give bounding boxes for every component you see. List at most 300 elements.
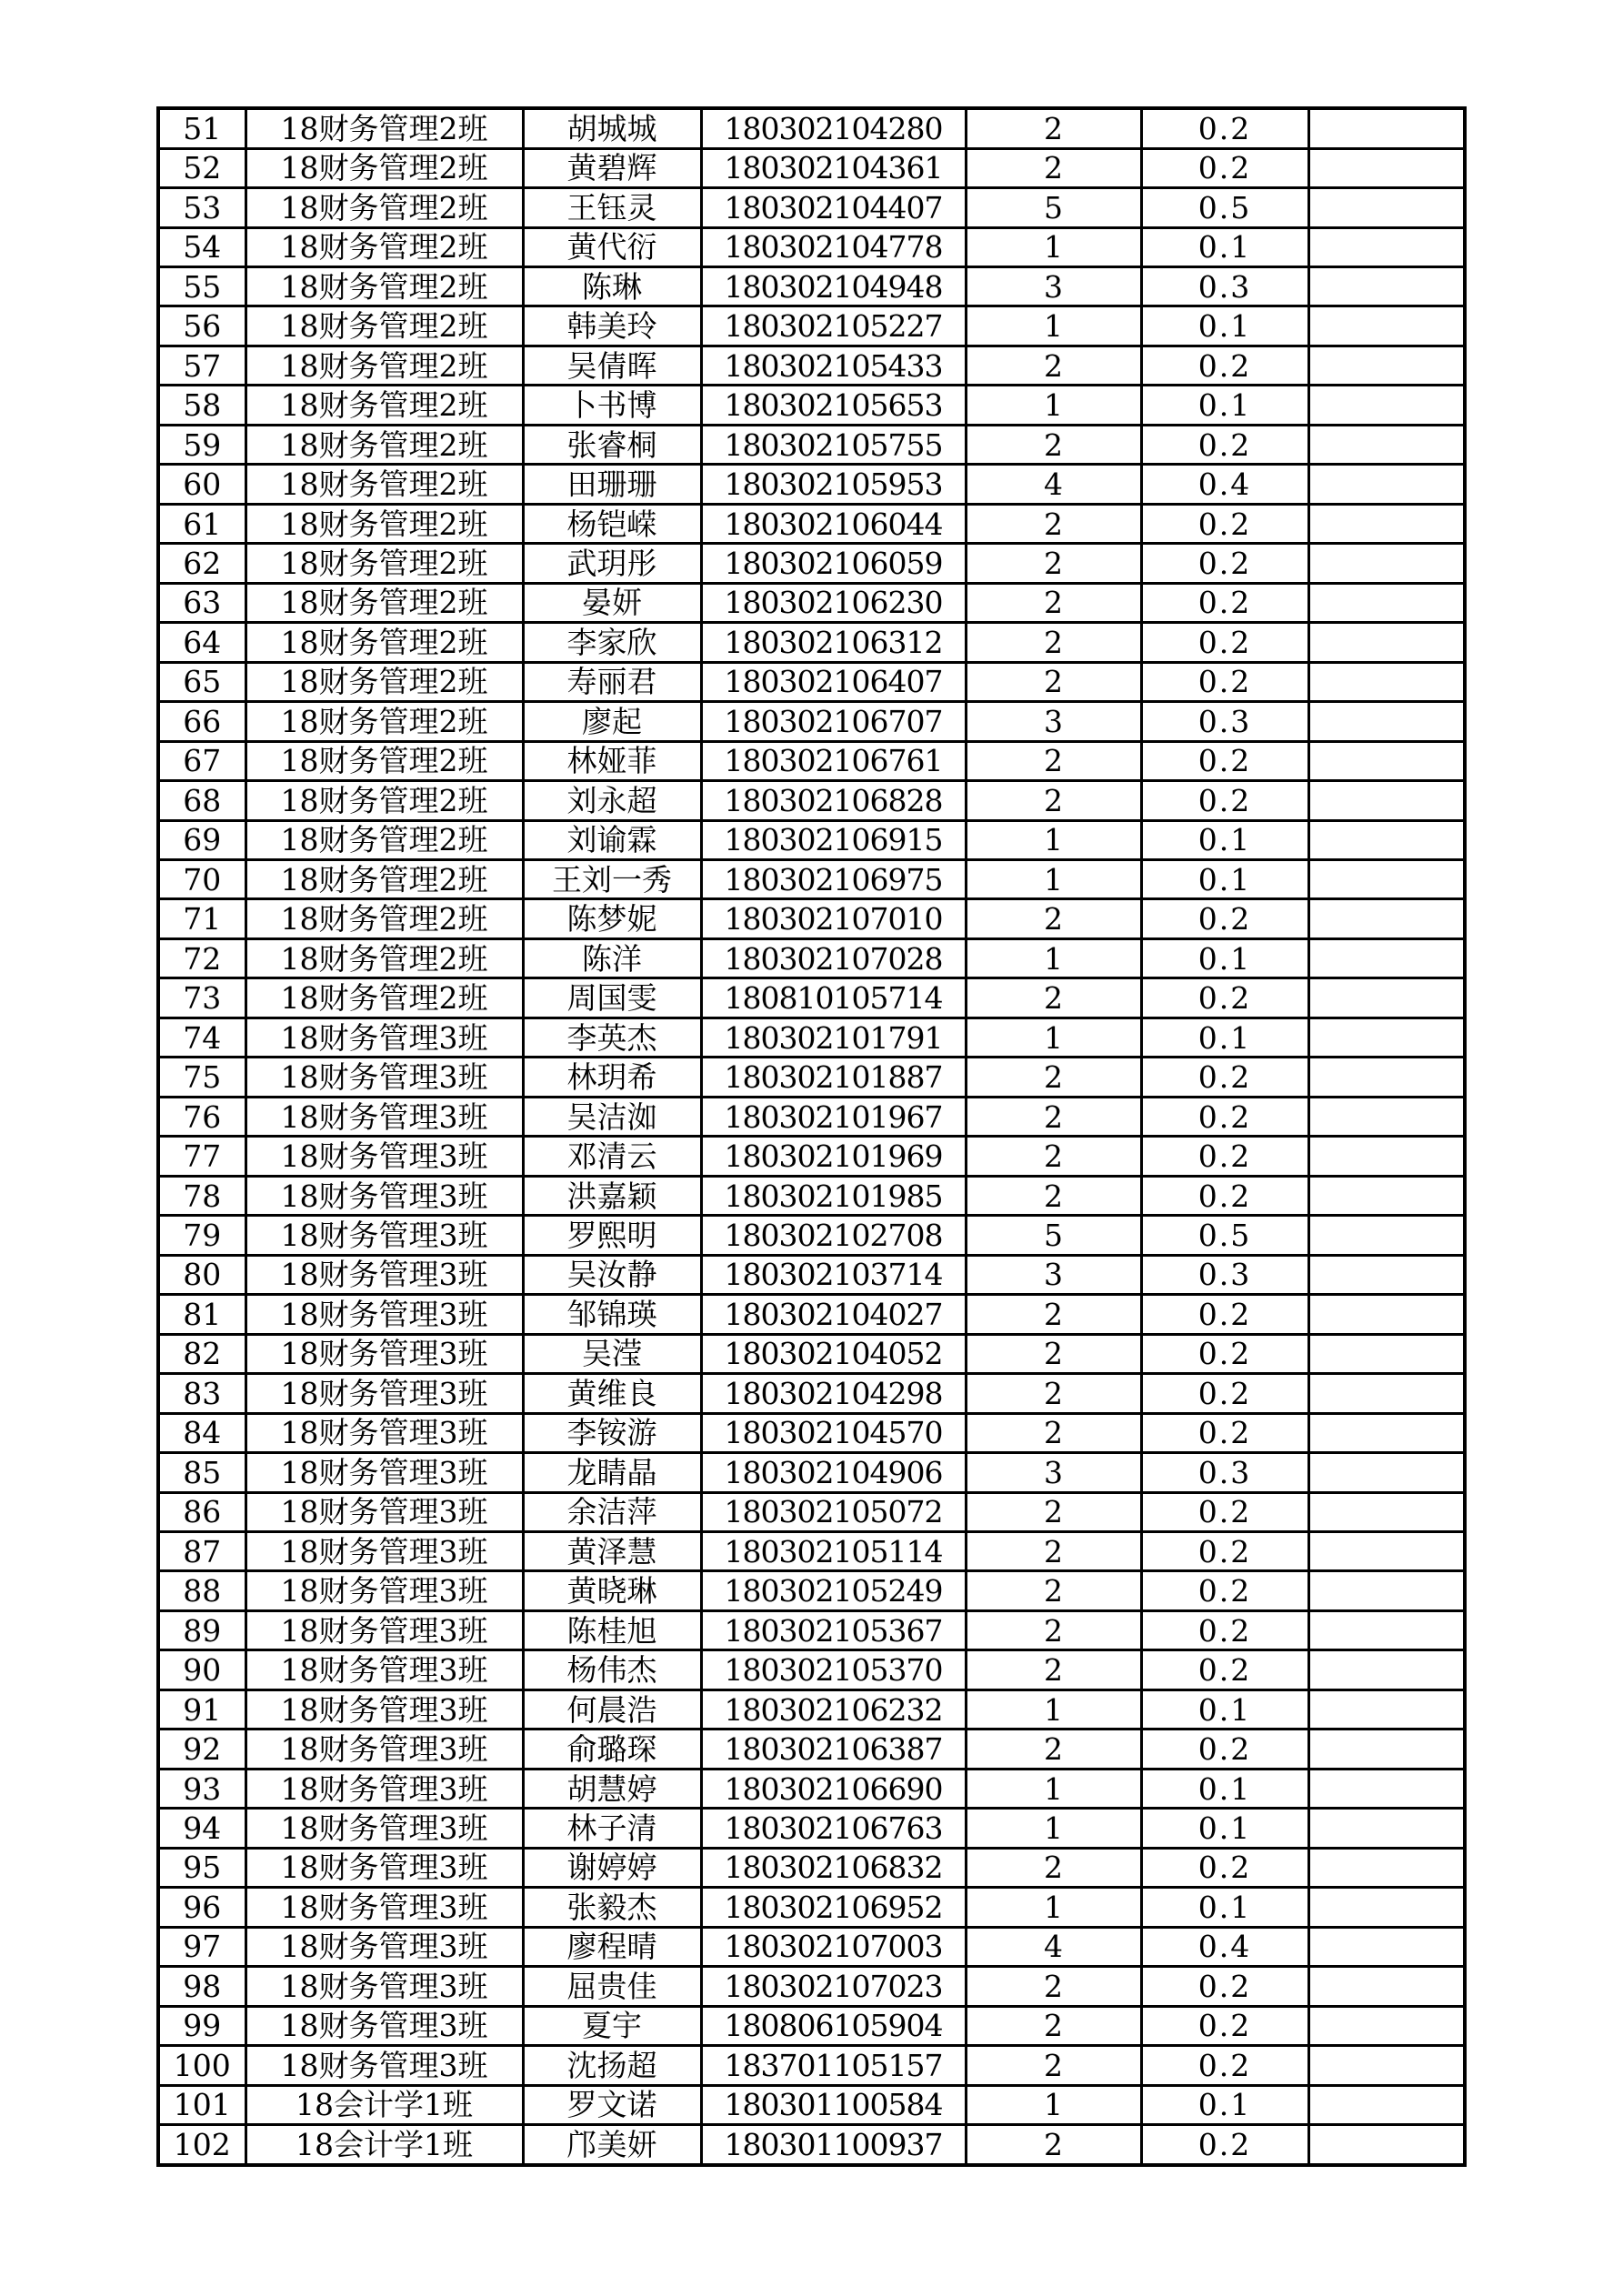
student-id-cell: 180302105953 bbox=[701, 465, 966, 504]
class-cell: 18财务管理3班 bbox=[245, 1571, 523, 1610]
student-name-cell: 李铵游 bbox=[523, 1413, 701, 1452]
row-number-cell: 78 bbox=[158, 1176, 245, 1215]
class-cell: 18财务管理2班 bbox=[245, 386, 523, 425]
row-number-cell: 102 bbox=[158, 2125, 245, 2165]
student-name-cell: 武玥彤 bbox=[523, 544, 701, 583]
remark-cell bbox=[1308, 1018, 1465, 1057]
count-cell: 2 bbox=[966, 1176, 1141, 1215]
student-id-cell: 180302106690 bbox=[701, 1769, 966, 1808]
remark-cell bbox=[1308, 820, 1465, 859]
student-name-cell: 屈贵佳 bbox=[523, 1967, 701, 2006]
class-cell: 18财务管理3班 bbox=[245, 1927, 523, 1966]
count-cell: 2 bbox=[966, 1413, 1141, 1452]
row-number-cell: 92 bbox=[158, 1730, 245, 1769]
student-id-cell: 180302104361 bbox=[701, 148, 966, 187]
row-number-cell: 66 bbox=[158, 702, 245, 741]
remark-cell bbox=[1308, 266, 1465, 306]
table-row bbox=[158, 860, 1465, 899]
remark-cell bbox=[1308, 227, 1465, 266]
class-cell: 18财务管理3班 bbox=[245, 1137, 523, 1176]
score-cell: 0.2 bbox=[1141, 425, 1308, 464]
table-row bbox=[158, 781, 1465, 820]
score-cell: 0.1 bbox=[1141, 820, 1308, 859]
student-name-cell: 洪嘉颖 bbox=[523, 1176, 701, 1215]
student-id-cell: 180302107023 bbox=[701, 1967, 966, 2006]
table-row bbox=[158, 2046, 1465, 2085]
student-id-cell: 180302106761 bbox=[701, 741, 966, 780]
count-cell: 1 bbox=[966, 1769, 1141, 1808]
student-name-cell: 吴滢 bbox=[523, 1334, 701, 1373]
count-cell: 1 bbox=[966, 1809, 1141, 1848]
row-number-cell: 98 bbox=[158, 1967, 245, 2006]
student-name-cell: 龙睛晶 bbox=[523, 1453, 701, 1492]
remark-cell bbox=[1308, 1927, 1465, 1966]
student-id-cell: 180302107028 bbox=[701, 938, 966, 978]
count-cell: 2 bbox=[966, 504, 1141, 543]
table-row bbox=[158, 1176, 1465, 1215]
student-id-cell: 180302105367 bbox=[701, 1610, 966, 1649]
class-cell: 18财务管理3班 bbox=[245, 1097, 523, 1136]
count-cell: 1 bbox=[966, 860, 1141, 899]
student-id-cell: 180302107010 bbox=[701, 899, 966, 938]
student-id-cell: 180302106407 bbox=[701, 662, 966, 701]
row-number-cell: 84 bbox=[158, 1413, 245, 1452]
remark-cell bbox=[1308, 108, 1465, 148]
count-cell: 4 bbox=[966, 1927, 1141, 1966]
score-cell: 0.2 bbox=[1141, 1571, 1308, 1610]
class-cell: 18财务管理3班 bbox=[245, 1058, 523, 1097]
student-id-cell: 180302106044 bbox=[701, 504, 966, 543]
student-name-cell: 胡慧婷 bbox=[523, 1769, 701, 1808]
count-cell: 5 bbox=[966, 1216, 1141, 1255]
class-cell: 18财务管理3班 bbox=[245, 1809, 523, 1848]
student-id-cell: 180810105714 bbox=[701, 978, 966, 1018]
score-cell: 0.5 bbox=[1141, 1216, 1308, 1255]
class-cell: 18财务管理2班 bbox=[245, 188, 523, 227]
row-number-cell: 99 bbox=[158, 2006, 245, 2045]
count-cell: 2 bbox=[966, 544, 1141, 583]
table-row bbox=[158, 1137, 1465, 1176]
class-cell: 18财务管理3班 bbox=[245, 2046, 523, 2085]
class-cell: 18财务管理2班 bbox=[245, 702, 523, 741]
score-cell: 0.2 bbox=[1141, 1848, 1308, 1887]
row-number-cell: 76 bbox=[158, 1097, 245, 1136]
student-id-cell: 180302105433 bbox=[701, 346, 966, 385]
count-cell: 2 bbox=[966, 1097, 1141, 1136]
student-id-cell: 180302106763 bbox=[701, 1809, 966, 1848]
student-id-cell: 180302104906 bbox=[701, 1453, 966, 1492]
count-cell: 3 bbox=[966, 1255, 1141, 1294]
class-cell: 18财务管理2班 bbox=[245, 544, 523, 583]
table-row bbox=[158, 702, 1465, 741]
row-number-cell: 75 bbox=[158, 1058, 245, 1097]
score-cell: 0.1 bbox=[1141, 1689, 1308, 1729]
score-cell: 0.1 bbox=[1141, 1809, 1308, 1848]
score-cell: 0.1 bbox=[1141, 1018, 1308, 1057]
student-name-cell: 廖起 bbox=[523, 702, 701, 741]
count-cell: 1 bbox=[966, 938, 1141, 978]
student-name-cell: 廖程晴 bbox=[523, 1927, 701, 1966]
student-name-cell: 沈扬超 bbox=[523, 2046, 701, 2085]
student-name-cell: 邹锦瑛 bbox=[523, 1295, 701, 1334]
remark-cell bbox=[1308, 978, 1465, 1018]
row-number-cell: 54 bbox=[158, 227, 245, 266]
score-cell: 0.2 bbox=[1141, 781, 1308, 820]
count-cell: 2 bbox=[966, 1571, 1141, 1610]
score-cell: 0.2 bbox=[1141, 544, 1308, 583]
remark-cell bbox=[1308, 1334, 1465, 1373]
count-cell: 2 bbox=[966, 1967, 1141, 2006]
student-id-cell: 180302101967 bbox=[701, 1097, 966, 1136]
table-row bbox=[158, 1255, 1465, 1294]
student-id-cell: 180302106952 bbox=[701, 1888, 966, 1927]
table-row bbox=[158, 1927, 1465, 1966]
count-cell: 2 bbox=[966, 1848, 1141, 1887]
row-number-cell: 58 bbox=[158, 386, 245, 425]
score-cell: 0.2 bbox=[1141, 1137, 1308, 1176]
class-cell: 18财务管理3班 bbox=[245, 2006, 523, 2045]
student-name-cell: 胡城城 bbox=[523, 108, 701, 148]
class-cell: 18财务管理2班 bbox=[245, 978, 523, 1018]
student-name-cell: 陈洋 bbox=[523, 938, 701, 978]
row-number-cell: 57 bbox=[158, 346, 245, 385]
remark-cell bbox=[1308, 1650, 1465, 1689]
student-name-cell: 俞璐琛 bbox=[523, 1730, 701, 1769]
table-row bbox=[158, 1216, 1465, 1255]
remark-cell bbox=[1308, 2125, 1465, 2165]
row-number-cell: 60 bbox=[158, 465, 245, 504]
row-number-cell: 87 bbox=[158, 1531, 245, 1570]
remark-cell bbox=[1308, 1255, 1465, 1294]
row-number-cell: 61 bbox=[158, 504, 245, 543]
class-cell: 18财务管理3班 bbox=[245, 1216, 523, 1255]
student-name-cell: 林娅菲 bbox=[523, 741, 701, 780]
remark-cell bbox=[1308, 1374, 1465, 1413]
student-id-cell: 180302104407 bbox=[701, 188, 966, 227]
table-body bbox=[158, 108, 1465, 2165]
score-cell: 0.2 bbox=[1141, 1730, 1308, 1769]
count-cell: 2 bbox=[966, 2006, 1141, 2045]
row-number-cell: 95 bbox=[158, 1848, 245, 1887]
remark-cell bbox=[1308, 1730, 1465, 1769]
class-cell: 18财务管理3班 bbox=[245, 1650, 523, 1689]
score-cell: 0.3 bbox=[1141, 1453, 1308, 1492]
remark-cell bbox=[1308, 465, 1465, 504]
class-cell: 18会计学1班 bbox=[245, 2085, 523, 2124]
score-cell: 0.2 bbox=[1141, 741, 1308, 780]
student-id-cell: 180302106832 bbox=[701, 1848, 966, 1887]
table-row bbox=[158, 820, 1465, 859]
row-number-cell: 79 bbox=[158, 1216, 245, 1255]
score-cell: 0.5 bbox=[1141, 188, 1308, 227]
remark-cell bbox=[1308, 2085, 1465, 2124]
student-name-cell: 陈桂旭 bbox=[523, 1610, 701, 1649]
score-cell: 0.2 bbox=[1141, 504, 1308, 543]
student-id-cell: 180302104298 bbox=[701, 1374, 966, 1413]
remark-cell bbox=[1308, 1176, 1465, 1215]
class-cell: 18财务管理2班 bbox=[245, 899, 523, 938]
remark-cell bbox=[1308, 1413, 1465, 1452]
count-cell: 2 bbox=[966, 1610, 1141, 1649]
table-row bbox=[158, 1967, 1465, 2006]
student-name-cell: 谢婷婷 bbox=[523, 1848, 701, 1887]
class-cell: 18财务管理3班 bbox=[245, 1848, 523, 1887]
table-row bbox=[158, 1453, 1465, 1492]
table-row bbox=[158, 978, 1465, 1018]
student-id-cell: 180302101969 bbox=[701, 1137, 966, 1176]
row-number-cell: 72 bbox=[158, 938, 245, 978]
remark-cell bbox=[1308, 623, 1465, 662]
row-number-cell: 73 bbox=[158, 978, 245, 1018]
table-row bbox=[158, 1018, 1465, 1057]
score-cell: 0.2 bbox=[1141, 583, 1308, 622]
row-number-cell: 88 bbox=[158, 1571, 245, 1610]
count-cell: 2 bbox=[966, 425, 1141, 464]
score-cell: 0.3 bbox=[1141, 266, 1308, 306]
student-id-cell: 180302106828 bbox=[701, 781, 966, 820]
remark-cell bbox=[1308, 544, 1465, 583]
class-cell: 18财务管理2班 bbox=[245, 465, 523, 504]
score-cell: 0.4 bbox=[1141, 1927, 1308, 1966]
student-name-cell: 张毅杰 bbox=[523, 1888, 701, 1927]
table-row bbox=[158, 1888, 1465, 1927]
class-cell: 18财务管理2班 bbox=[245, 108, 523, 148]
student-name-cell: 何晨浩 bbox=[523, 1689, 701, 1729]
score-cell: 0.4 bbox=[1141, 465, 1308, 504]
row-number-cell: 85 bbox=[158, 1453, 245, 1492]
count-cell: 2 bbox=[966, 1058, 1141, 1097]
table-row bbox=[158, 266, 1465, 306]
table-row bbox=[158, 1848, 1465, 1887]
remark-cell bbox=[1308, 1967, 1465, 2006]
remark-cell bbox=[1308, 148, 1465, 187]
count-cell: 3 bbox=[966, 702, 1141, 741]
score-cell: 0.2 bbox=[1141, 1650, 1308, 1689]
class-cell: 18财务管理2班 bbox=[245, 820, 523, 859]
remark-cell bbox=[1308, 1295, 1465, 1334]
count-cell: 2 bbox=[966, 741, 1141, 780]
class-cell: 18财务管理3班 bbox=[245, 1967, 523, 2006]
class-cell: 18财务管理2班 bbox=[245, 306, 523, 346]
count-cell: 2 bbox=[966, 108, 1141, 148]
class-cell: 18财务管理3班 bbox=[245, 1689, 523, 1729]
row-number-cell: 86 bbox=[158, 1492, 245, 1531]
class-cell: 18财务管理2班 bbox=[245, 346, 523, 385]
row-number-cell: 101 bbox=[158, 2085, 245, 2124]
row-number-cell: 69 bbox=[158, 820, 245, 859]
table-row bbox=[158, 1334, 1465, 1373]
student-id-cell: 180302106975 bbox=[701, 860, 966, 899]
table-row bbox=[158, 2125, 1465, 2165]
student-id-cell: 180302105114 bbox=[701, 1531, 966, 1570]
student-name-cell: 余洁萍 bbox=[523, 1492, 701, 1531]
count-cell: 2 bbox=[966, 2046, 1141, 2085]
table-row bbox=[158, 1650, 1465, 1689]
student-id-cell: 180301100937 bbox=[701, 2125, 966, 2165]
count-cell: 3 bbox=[966, 266, 1141, 306]
remark-cell bbox=[1308, 425, 1465, 464]
row-number-cell: 70 bbox=[158, 860, 245, 899]
class-cell: 18会计学1班 bbox=[245, 2125, 523, 2165]
student-id-cell: 180302106707 bbox=[701, 702, 966, 741]
student-id-cell: 180302101985 bbox=[701, 1176, 966, 1215]
class-cell: 18财务管理2班 bbox=[245, 938, 523, 978]
remark-cell bbox=[1308, 1137, 1465, 1176]
class-cell: 18财务管理3班 bbox=[245, 1176, 523, 1215]
row-number-cell: 71 bbox=[158, 899, 245, 938]
table-row bbox=[158, 1295, 1465, 1334]
student-name-cell: 黄维良 bbox=[523, 1374, 701, 1413]
class-cell: 18财务管理3班 bbox=[245, 1492, 523, 1531]
count-cell: 4 bbox=[966, 465, 1141, 504]
student-name-cell: 李英杰 bbox=[523, 1018, 701, 1057]
student-name-cell: 陈琳 bbox=[523, 266, 701, 306]
count-cell: 1 bbox=[966, 1888, 1141, 1927]
count-cell: 3 bbox=[966, 1453, 1141, 1492]
row-number-cell: 62 bbox=[158, 544, 245, 583]
row-number-cell: 68 bbox=[158, 781, 245, 820]
student-id-cell: 180302101887 bbox=[701, 1058, 966, 1097]
table-row bbox=[158, 1531, 1465, 1570]
class-cell: 18财务管理2班 bbox=[245, 860, 523, 899]
table-row bbox=[158, 148, 1465, 187]
score-cell: 0.1 bbox=[1141, 1888, 1308, 1927]
class-cell: 18财务管理2班 bbox=[245, 741, 523, 780]
remark-cell bbox=[1308, 2046, 1465, 2085]
table-row bbox=[158, 938, 1465, 978]
count-cell: 2 bbox=[966, 899, 1141, 938]
remark-cell bbox=[1308, 188, 1465, 227]
student-name-cell: 田珊珊 bbox=[523, 465, 701, 504]
class-cell: 18财务管理3班 bbox=[245, 1018, 523, 1057]
count-cell: 2 bbox=[966, 1295, 1141, 1334]
student-name-cell: 黄泽慧 bbox=[523, 1531, 701, 1570]
remark-cell bbox=[1308, 662, 1465, 701]
class-cell: 18财务管理2班 bbox=[245, 623, 523, 662]
table-row bbox=[158, 108, 1465, 148]
student-id-cell: 180302106232 bbox=[701, 1689, 966, 1729]
count-cell: 2 bbox=[966, 346, 1141, 385]
student-id-cell: 183701105157 bbox=[701, 2046, 966, 2085]
table-row bbox=[158, 1374, 1465, 1413]
student-id-cell: 180302104052 bbox=[701, 1334, 966, 1373]
row-number-cell: 81 bbox=[158, 1295, 245, 1334]
table-row bbox=[158, 386, 1465, 425]
count-cell: 2 bbox=[966, 1137, 1141, 1176]
student-id-cell: 180302105227 bbox=[701, 306, 966, 346]
student-id-cell: 180302105370 bbox=[701, 1650, 966, 1689]
score-cell: 0.2 bbox=[1141, 346, 1308, 385]
count-cell: 1 bbox=[966, 1018, 1141, 1057]
row-number-cell: 97 bbox=[158, 1927, 245, 1966]
class-cell: 18财务管理2班 bbox=[245, 781, 523, 820]
row-number-cell: 89 bbox=[158, 1610, 245, 1649]
student-name-cell: 夏宇 bbox=[523, 2006, 701, 2045]
student-id-cell: 180301100584 bbox=[701, 2085, 966, 2124]
row-number-cell: 51 bbox=[158, 108, 245, 148]
student-name-cell: 林子清 bbox=[523, 1809, 701, 1848]
count-cell: 2 bbox=[966, 1492, 1141, 1531]
remark-cell bbox=[1308, 1097, 1465, 1136]
table-row bbox=[158, 504, 1465, 543]
student-name-cell: 李家欣 bbox=[523, 623, 701, 662]
row-number-cell: 94 bbox=[158, 1809, 245, 1848]
table-row bbox=[158, 1058, 1465, 1097]
row-number-cell: 67 bbox=[158, 741, 245, 780]
student-name-cell: 韩美玲 bbox=[523, 306, 701, 346]
table-row bbox=[158, 2085, 1465, 2124]
row-number-cell: 63 bbox=[158, 583, 245, 622]
row-number-cell: 56 bbox=[158, 306, 245, 346]
student-id-cell: 180302105755 bbox=[701, 425, 966, 464]
student-id-cell: 180302105653 bbox=[701, 386, 966, 425]
class-cell: 18财务管理2班 bbox=[245, 662, 523, 701]
class-cell: 18财务管理3班 bbox=[245, 1374, 523, 1413]
student-name-cell: 王刘一秀 bbox=[523, 860, 701, 899]
class-cell: 18财务管理3班 bbox=[245, 1610, 523, 1649]
student-name-cell: 邝美妍 bbox=[523, 2125, 701, 2165]
table-row bbox=[158, 306, 1465, 346]
student-id-cell: 180302106059 bbox=[701, 544, 966, 583]
remark-cell bbox=[1308, 1216, 1465, 1255]
count-cell: 1 bbox=[966, 1689, 1141, 1729]
table-row bbox=[158, 188, 1465, 227]
table-row bbox=[158, 899, 1465, 938]
student-name-cell: 黄晓琳 bbox=[523, 1571, 701, 1610]
class-cell: 18财务管理3班 bbox=[245, 1334, 523, 1373]
table-row bbox=[158, 1571, 1465, 1610]
student-id-cell: 180302104778 bbox=[701, 227, 966, 266]
count-cell: 1 bbox=[966, 2085, 1141, 2124]
score-cell: 0.1 bbox=[1141, 2085, 1308, 2124]
student-id-cell: 180302105072 bbox=[701, 1492, 966, 1531]
score-cell: 0.2 bbox=[1141, 1058, 1308, 1097]
remark-cell bbox=[1308, 1888, 1465, 1927]
score-cell: 0.2 bbox=[1141, 1097, 1308, 1136]
class-cell: 18财务管理3班 bbox=[245, 1531, 523, 1570]
remark-cell bbox=[1308, 1689, 1465, 1729]
row-number-cell: 64 bbox=[158, 623, 245, 662]
score-cell: 0.3 bbox=[1141, 702, 1308, 741]
student-name-cell: 罗熙明 bbox=[523, 1216, 701, 1255]
class-cell: 18财务管理3班 bbox=[245, 1453, 523, 1492]
student-id-cell: 180806105904 bbox=[701, 2006, 966, 2045]
score-cell: 0.2 bbox=[1141, 2125, 1308, 2165]
class-cell: 18财务管理2班 bbox=[245, 148, 523, 187]
table-row bbox=[158, 346, 1465, 385]
row-number-cell: 53 bbox=[158, 188, 245, 227]
student-id-cell: 180302103714 bbox=[701, 1255, 966, 1294]
score-cell: 0.2 bbox=[1141, 2046, 1308, 2085]
row-number-cell: 90 bbox=[158, 1650, 245, 1689]
table-row bbox=[158, 544, 1465, 583]
count-cell: 2 bbox=[966, 1730, 1141, 1769]
table-row bbox=[158, 1097, 1465, 1136]
row-number-cell: 52 bbox=[158, 148, 245, 187]
class-cell: 18财务管理2班 bbox=[245, 425, 523, 464]
student-name-cell: 罗文诺 bbox=[523, 2085, 701, 2124]
score-cell: 0.2 bbox=[1141, 2006, 1308, 2045]
remark-cell bbox=[1308, 386, 1465, 425]
row-number-cell: 100 bbox=[158, 2046, 245, 2085]
row-number-cell: 82 bbox=[158, 1334, 245, 1373]
class-cell: 18财务管理2班 bbox=[245, 227, 523, 266]
student-id-cell: 180302106312 bbox=[701, 623, 966, 662]
table-row bbox=[158, 1730, 1465, 1769]
remark-cell bbox=[1308, 1492, 1465, 1531]
table-row bbox=[158, 227, 1465, 266]
student-name-cell: 林玥希 bbox=[523, 1058, 701, 1097]
